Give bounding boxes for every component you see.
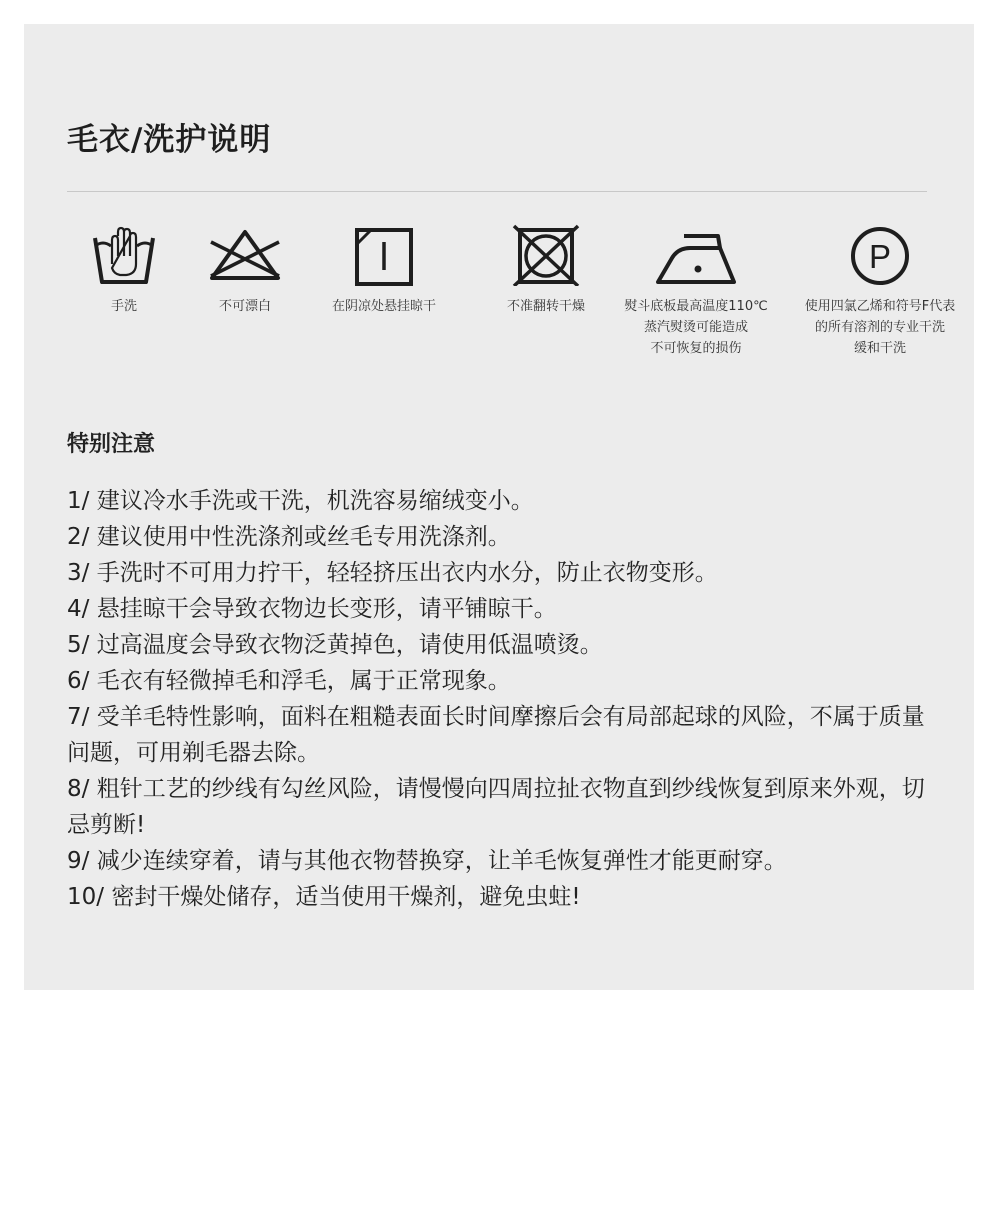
note-item: 7/ 受羊毛特性影响，面料在粗糙表面长时间摩擦后会有局部起球的风险，不属于质量问题，可用剃毛器去除。 [67,704,925,766]
notes-title: 特别注意 [67,432,156,457]
care-item-iron [606,224,786,359]
no-bleach-icon [205,224,285,286]
line-dry-in-shade-icon [353,224,415,286]
dry-clean-p-icon [848,224,912,286]
iron-medium-icon [654,224,738,286]
care-instructions-panel [24,24,974,990]
note-item: 5/ 过高温度会导致衣物泛黄掉色，请使用低温喷烫。 [67,632,603,658]
care-item-line-dry [294,224,474,317]
note-item: 1/ 建议冷水手洗或干洗，机洗容易缩绒变小。 [67,488,534,514]
page-title: 毛衣/洗护说明 [67,122,272,158]
care-item-dry-clean [790,224,970,359]
care-label-iron: 熨斗底板最高温度110℃ 蒸汽熨烫可能造成 不可恢复的损伤 [624,299,768,356]
note-item: 10/ 密封干燥处储存，适当使用干燥剂，避免虫蛀! [67,884,581,910]
care-label-line-dry: 在阴凉处悬挂晾干 [331,299,436,314]
note-item: 3/ 手洗时不可用力拧干，轻轻挤压出衣内水分，防止衣物变形。 [67,560,718,586]
no-tumble-dry-icon [512,224,580,286]
hand-wash-icon [92,224,156,286]
care-label-no-bleach: 不可漂白 [218,299,271,314]
care-label-dry-clean: 使用四氯乙烯和符号F代表 的所有溶剂的专业干洗 缓和干洗 [804,299,956,356]
note-item: 4/ 悬挂晾干会导致衣物边长变形，请平铺晾干。 [67,596,557,622]
care-icons-row [67,224,956,374]
note-item: 8/ 粗针工艺的纱线有勾丝风险，请慢慢向四周拉扯衣物直到纱线恢复到原来外观，切忌剪断! [67,776,925,838]
care-label-no-tumble-dry: 不准翻转干燥 [506,299,585,314]
note-item: 2/ 建议使用中性洗涤剂或丝毛专用洗涤剂。 [67,524,511,550]
note-item: 6/ 毛衣有轻微掉毛和浮毛，属于正常现象。 [67,668,511,694]
care-label-hand-wash: 手洗 [110,299,137,314]
notes-list [67,483,927,915]
title-divider [67,191,927,192]
note-item: 9/ 减少连续穿着，请与其他衣物替换穿，让羊毛恢复弹性才能更耐穿。 [67,848,787,874]
dry-clean-symbol: P [868,238,892,275]
